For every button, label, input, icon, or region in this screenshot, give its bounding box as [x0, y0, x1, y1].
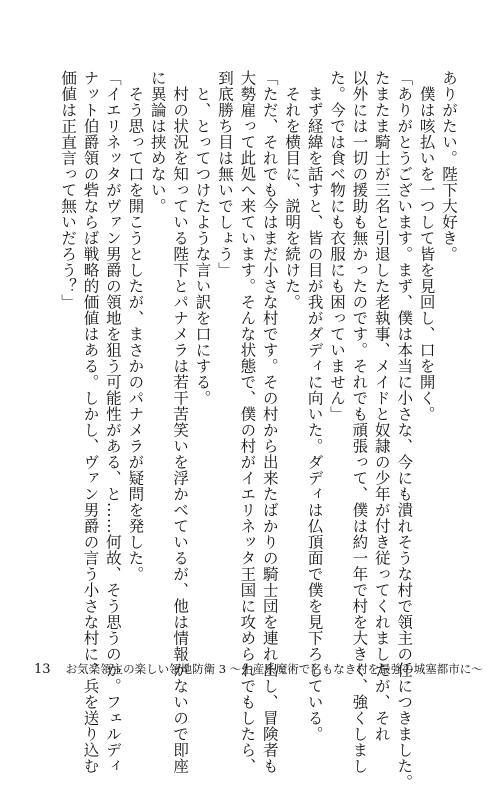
text-line: 村の状況を知っている陛下とパナメラは若干苦笑いを浮かべているが、他は情報がないので即座 [171, 70, 190, 774]
text-line: 僕は咳払いを一つして皆を見回し、口を開く。 [417, 70, 436, 422]
text-line: 以外には一切の援助も無かったのです。それでも頑張って、僕は約一年で村を大きく、強くしまし [350, 70, 369, 774]
text-line: 価値は正直言って無いだろう？」 [59, 70, 78, 310]
text-line: 「イエリネッタがヴァン男爵の領地を狙う可能性がある、と……何故、そう思うのか。フェルディ [103, 70, 122, 774]
text-line: 「ありがとうございます。まず、僕は本当に小さな、今にも潰れそうな村で領主の任につきました。 [395, 70, 414, 790]
text-line: た。今では食べ物にも衣服にも困っていません」 [327, 70, 346, 422]
text-line: まず経緯を話すと、皆の目が我がダディに向いた。ダディは仏頂面で僕を見下ろしている。 [305, 70, 324, 742]
page-number: 13 [34, 662, 51, 677]
text-line: と、とってつけたような言い訳を口にする。 [193, 70, 212, 406]
text-line: 「ただ、それでも今はまだ小さな村です。その村から出来たばかりの騎士団を連れ出し、冒険者も [260, 70, 279, 774]
text-line: ナット伯爵領の砦ならば戦略的価値はある。しかし、ヴァン男爵の言う小さな村に、兵を送り込む [81, 70, 100, 774]
text-line: ありがたい。陛下大好き。 [440, 70, 458, 262]
running-head: お気楽領主の楽しい領地防衛 3 ～生産系魔術で名もなき村を最強の城塞都市に～ [65, 662, 483, 676]
text-line: それを横目に、説明を続けた。 [283, 70, 302, 310]
text-line: に異論は挟めない。 [148, 70, 167, 214]
text-line: たまたま騎士が三名と引退した老執事、メイドと奴隷の少年が付き従ってくれましたが、それ [372, 70, 391, 742]
text-line: 到底勝ち目は無いでしょう」 [215, 70, 234, 278]
text-line: 大勢雇って此処へ来ています。そんな状態で、僕の村がイエリネッタ王国に攻められでもしたら、 [238, 70, 257, 774]
text-line: そう思って口を開こうとしたが、まさかのパナメラが疑問を発した。 [126, 70, 145, 582]
page-footer [34, 661, 483, 681]
